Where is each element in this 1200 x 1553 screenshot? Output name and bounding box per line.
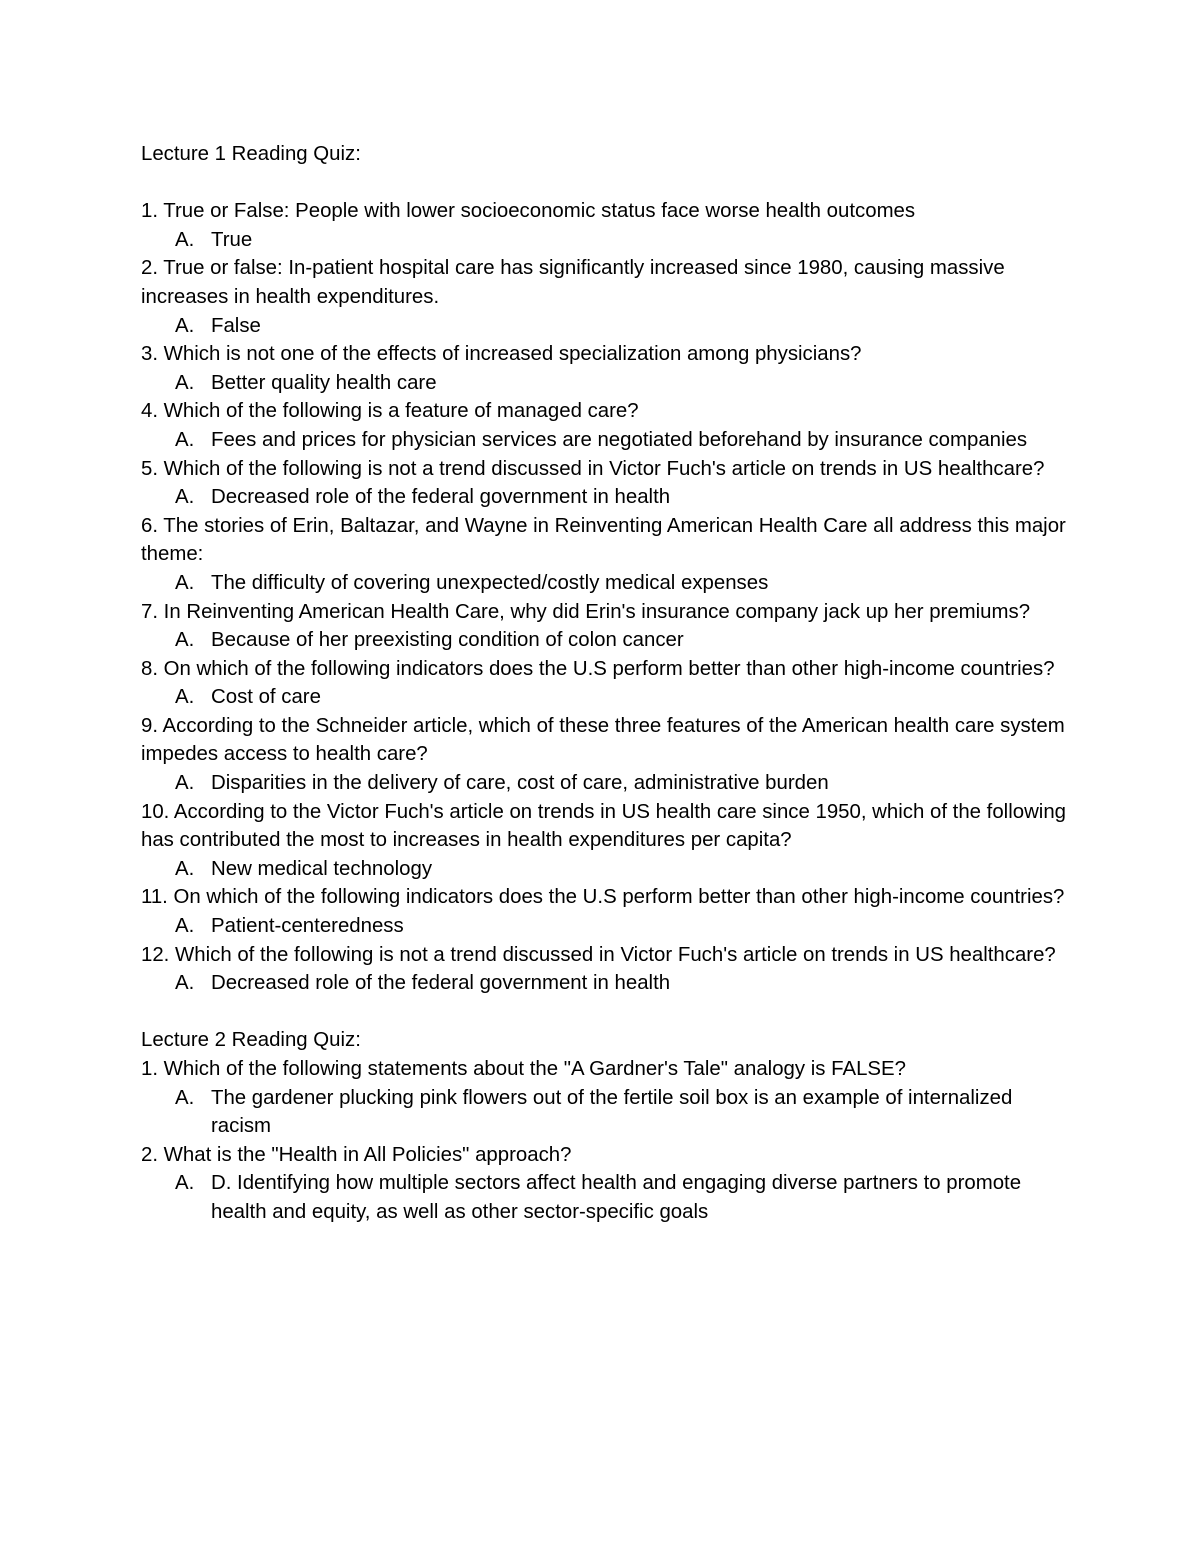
answer-letter: A.	[175, 228, 195, 251]
answer-item	[141, 369, 1071, 398]
question-text: 7. In Reinventing American Health Care, why did Erin's insurance company jack up her premiums?	[141, 600, 1031, 623]
answer-item	[141, 969, 1071, 998]
answer-letter: A.	[175, 428, 195, 451]
answer-item	[141, 483, 1071, 512]
answer-letter: A.	[175, 629, 195, 652]
answer-item	[141, 683, 1071, 712]
answer-text: Patient-centeredness	[211, 915, 404, 938]
answer-item	[141, 226, 1071, 255]
answer-letter: A.	[175, 1086, 195, 1109]
answer-letter: A.	[175, 571, 195, 594]
question-text: 4. Which of the following is a feature of managed care?	[141, 400, 639, 423]
quiz-section-lecture-1	[141, 140, 1071, 998]
answer-letter: A.	[175, 1172, 195, 1195]
answer-text: Because of her preexisting condition of colon cancer	[211, 629, 684, 652]
answer-text: Better quality health care	[211, 371, 437, 394]
answer-letter: A.	[175, 972, 195, 995]
answer-letter: A.	[175, 772, 195, 795]
question-text: 8. On which of the following indicators does the U.S perform better than other high-income countries?	[141, 657, 1055, 680]
quiz-items	[141, 1055, 1071, 1227]
answer-item	[141, 1169, 1071, 1226]
answer-text: True	[211, 228, 253, 251]
answer-text: Fees and prices for physician services are negotiated beforehand by insurance companies	[211, 428, 1028, 451]
answer-letter: A.	[175, 486, 195, 509]
question-text: 5. Which of the following is not a trend discussed in Victor Fuch's article on trends in US healthcare?	[141, 457, 1045, 480]
answer-item	[141, 312, 1071, 341]
answer-item	[141, 912, 1071, 941]
question-text: 12. Which of the following is not a trend discussed in Victor Fuch's article on trends in US healthcare?	[141, 943, 1056, 966]
quiz-section-lecture-2	[141, 1026, 1071, 1226]
answer-letter: A.	[175, 686, 195, 709]
quiz-title: Lecture 1 Reading Quiz:	[141, 143, 361, 165]
answer-item	[141, 855, 1071, 884]
answer-item	[141, 569, 1071, 598]
answer-item	[141, 626, 1071, 655]
question-text: 1. True or False: People with lower socioeconomic status face worse health outcomes	[141, 200, 916, 223]
question-text: 10. According to the Victor Fuch's article on trends in US health care since 1950, which of the following has contributed the most to increases in health expenditures per capita?	[141, 800, 1067, 852]
quiz-items	[141, 197, 1071, 998]
question-text: 2. What is the "Health in All Policies" approach?	[141, 1143, 572, 1166]
answer-letter: A.	[175, 857, 195, 880]
quiz-title: Lecture 2 Reading Quiz:	[141, 1029, 361, 1052]
question-text: 3. Which is not one of the effects of increased specialization among physicians?	[141, 343, 862, 366]
answer-item	[141, 426, 1071, 455]
document-content	[141, 140, 1071, 1227]
answer-text: Disparities in the delivery of care, cost of care, administrative burden	[211, 772, 829, 795]
answer-letter: A.	[175, 314, 195, 337]
question-text: 2. True or false: In-patient hospital care has significantly increased since 1980, causing massive increases in health expenditures.	[141, 257, 1005, 308]
question-text: 11. On which of the following indicators does the U.S perform better than other high-income countries?	[141, 886, 1065, 909]
answer-letter: A.	[175, 915, 195, 938]
answer-text: The difficulty of covering unexpected/costly medical expenses	[211, 571, 769, 594]
answer-letter: A.	[175, 371, 195, 394]
question-text: 6. The stories of Erin, Baltazar, and Wayne in Reinventing American Health Care all address this major theme:	[141, 514, 1066, 566]
answer-item	[141, 1084, 1071, 1141]
answer-text: D. Identifying how multiple sectors affect health and engaging diverse partners to promote health and equity, as well as other sector-specific goals	[211, 1172, 1022, 1223]
answer-text: The gardener plucking pink flowers out of the fertile soil box is an example of internalized racism	[211, 1086, 1013, 1138]
question-text: 1. Which of the following statements about the "A Gardner's Tale" analogy is FALSE?	[141, 1058, 906, 1080]
answer-item	[141, 769, 1071, 798]
answer-text: Decreased role of the federal government in health	[211, 486, 671, 509]
answer-text: New medical technology	[211, 857, 433, 880]
answer-text: Decreased role of the federal government in health	[211, 972, 671, 995]
answer-text: False	[211, 314, 261, 337]
question-text: 9. According to the Schneider article, which of these three features of the American health care system impedes access to health care?	[141, 714, 1065, 766]
answer-text: Cost of care	[211, 686, 321, 709]
